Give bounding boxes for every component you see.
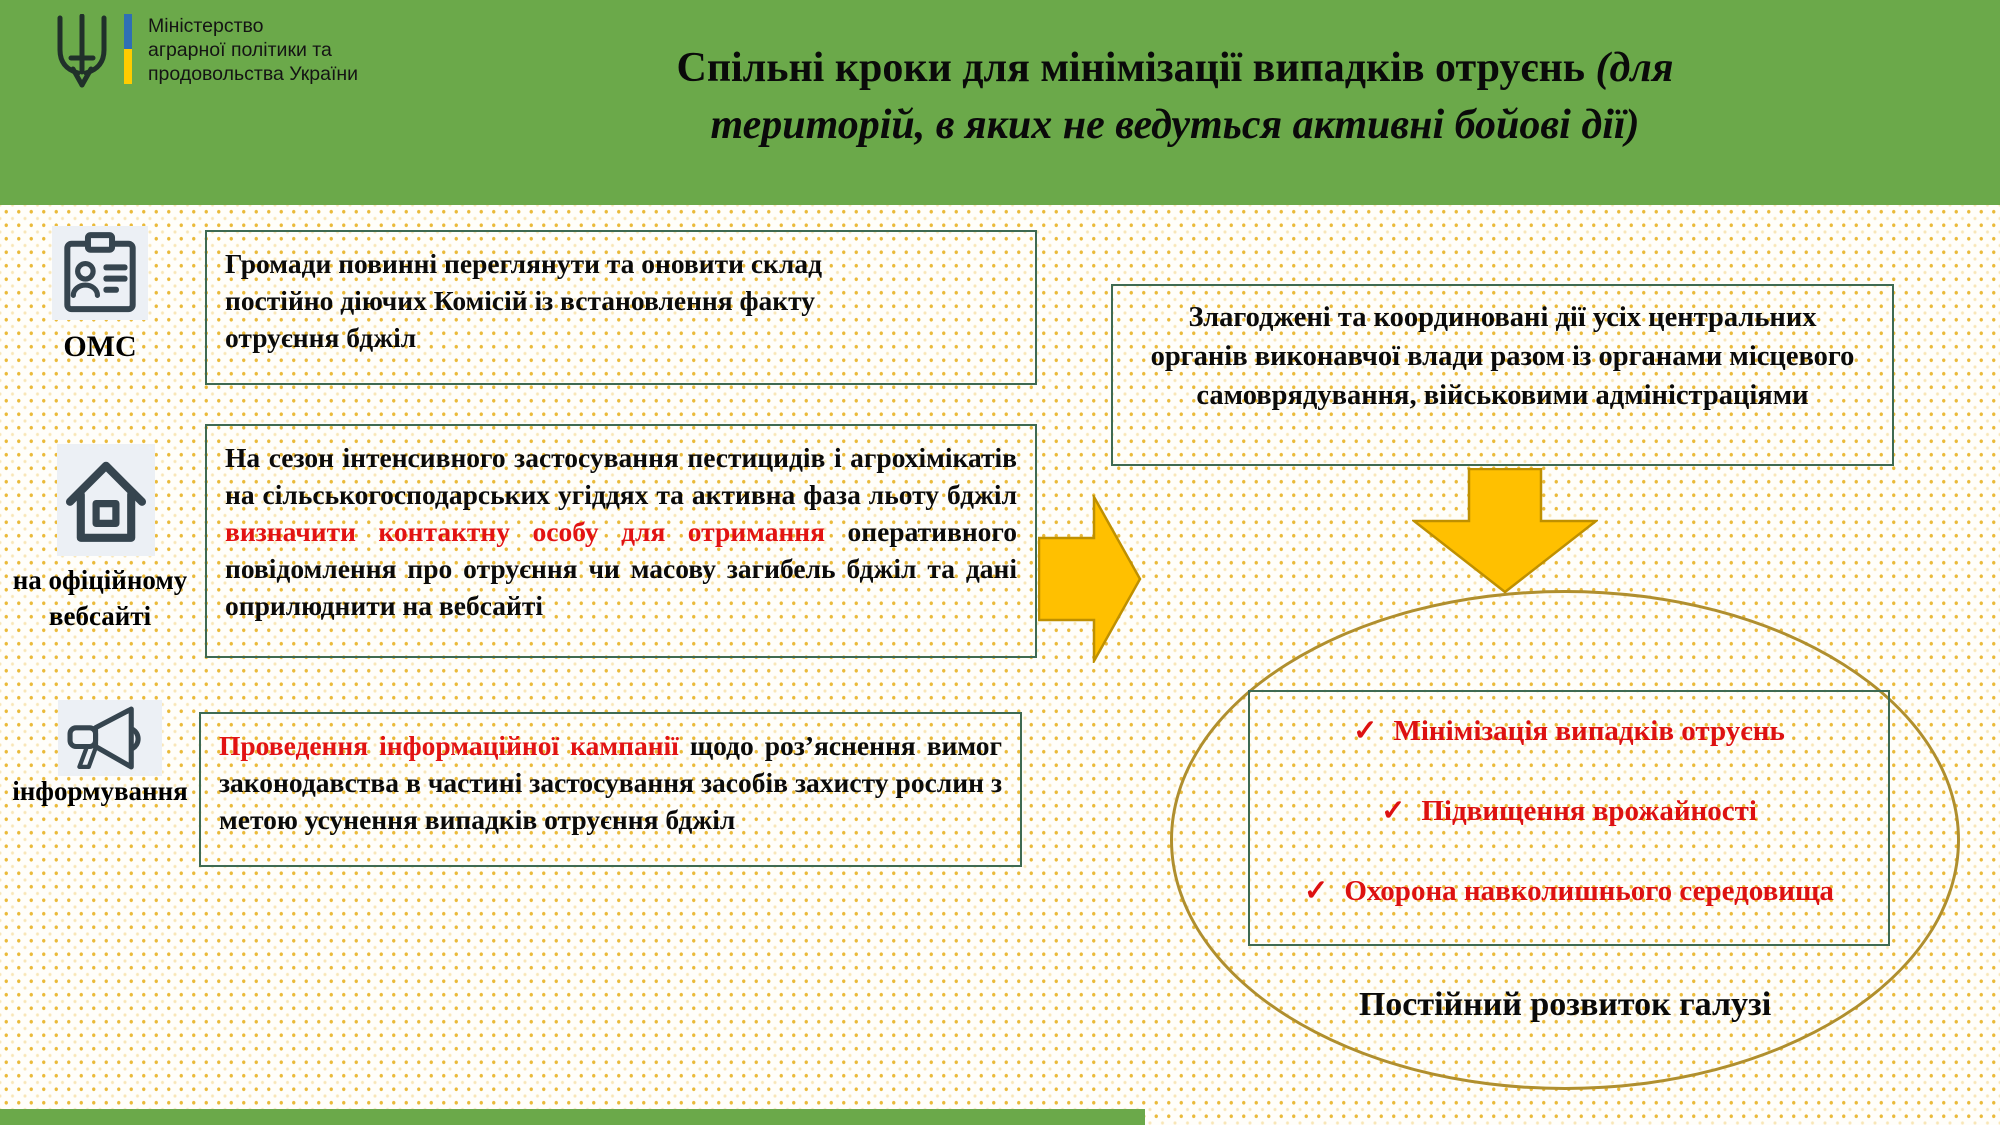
website-icon-cell xyxy=(56,444,156,561)
megaphone-icon xyxy=(58,700,162,776)
ministry-logo xyxy=(52,12,392,102)
informing-label: інформування xyxy=(12,776,188,806)
house-icon xyxy=(57,444,155,556)
id-badge-icon xyxy=(52,226,148,320)
ministry-name-line1: Міністерство xyxy=(148,15,264,37)
slide-title xyxy=(360,40,1990,154)
outcome-text: Охорона навколишнього середовища xyxy=(1344,875,1834,907)
outcome-text: Мінімізація випадків отруєнь xyxy=(1393,715,1785,747)
communities-line3: отруєння бджіл xyxy=(225,322,417,353)
communities-line2: постійно діючих Комісій із встановлення факту xyxy=(225,285,816,316)
pesticide-text-black2: оперативного повідомлення про отруєння чи масову загибель бджіл та дані оприлюднити на вебсайті xyxy=(225,516,1017,621)
flag-blue xyxy=(124,14,132,49)
informing-icon-cell xyxy=(58,700,162,781)
development-text: Постійний розвиток галузі xyxy=(1358,986,1772,1023)
pesticide-text-red: визначити контактну особу для отримання xyxy=(225,516,826,547)
arrow-down-icon xyxy=(1412,468,1598,594)
flag-bar xyxy=(124,14,132,84)
title-line1 xyxy=(360,40,1990,97)
outcome-item xyxy=(1381,792,1757,830)
oms-label: ОМС xyxy=(63,330,137,363)
oms-icon-cell xyxy=(45,226,155,325)
ministry-name-line3: продовольства України xyxy=(148,63,359,85)
check-icon: ✓ xyxy=(1353,715,1378,747)
pesticide-season-box xyxy=(205,424,1037,658)
title-line2: територій, в яких не ведуться активні бойові дії) xyxy=(710,102,1640,148)
pesticide-text-black1: На сезон інтенсивного застосування пестицидів і агрохімікатів на сільськогосподарських угіддях та активна фаза льоту бджіл xyxy=(225,442,1017,510)
flag-yellow xyxy=(124,49,132,84)
communities-line1: Громади повинні переглянути та оновити склад xyxy=(225,248,822,279)
check-icon: ✓ xyxy=(1381,795,1406,827)
outcome-item xyxy=(1353,712,1785,750)
title-line1-normal: Спільні кроки для мінімізації випадків отруєнь xyxy=(676,45,1596,91)
communities-box xyxy=(205,230,1037,385)
website-label: на офіційному вебсайті xyxy=(12,565,188,631)
bottom-green-bar xyxy=(0,1109,1145,1125)
coordination-box: Злагоджені та координовані дії усіх центральних органів виконавчої влади разом із органами місцевого самоврядування, військовими адміністраціями xyxy=(1111,284,1894,466)
check-icon: ✓ xyxy=(1304,875,1329,907)
ministry-name-line2: аграрної політики та xyxy=(148,39,332,61)
title-line1-italic: (для xyxy=(1595,45,1674,91)
campaign-text-black: щодо роз’яснення вимог законодавства в частині застосування засобів захисту рослин з метою усунення випадків отруєння бджіл xyxy=(219,730,1003,835)
outcome-item xyxy=(1304,872,1834,910)
info-campaign-box xyxy=(199,712,1022,867)
campaign-text-red: Проведення інформаційної кампанії xyxy=(219,730,679,761)
header-banner xyxy=(0,0,2000,205)
outcome-text: Підвищення врожайності xyxy=(1421,795,1757,827)
outcomes-box xyxy=(1248,690,1890,946)
arrow-right-icon xyxy=(1038,495,1142,663)
trident-icon xyxy=(52,14,112,88)
